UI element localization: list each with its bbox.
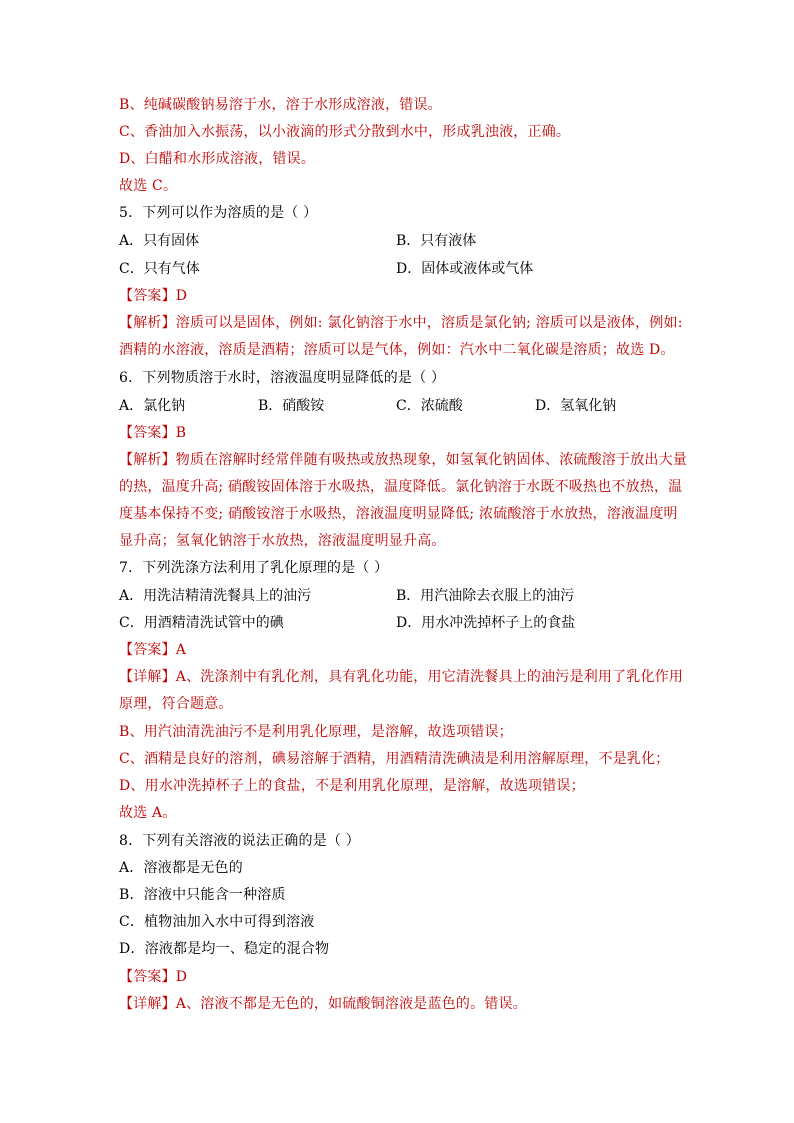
q7-stem: 7．下列洗涤方法利用了乳化原理的是（ ） bbox=[119, 560, 389, 576]
q8-option-d: D．溶液都是均一、稳定的混合物 bbox=[119, 941, 330, 957]
q8-answer: 【答案】D bbox=[119, 969, 188, 985]
q7-answer: 【答案】A bbox=[119, 642, 187, 658]
q7-detail-c: C、酒精是良好的溶剂，碘易溶解于酒精，用酒精清洗碘渍是利用溶解原理，不是乳化； bbox=[119, 751, 670, 767]
q7-option-d: D．用水冲洗掉杯子上的食盐 bbox=[396, 615, 576, 631]
q5-option-b: B．只有液体 bbox=[396, 233, 477, 249]
q8-option-c: C．植物油加入水中可得到溶液 bbox=[119, 914, 315, 930]
q6-analysis-1: 【解析】物质在溶解时经常伴随有吸热或放热现象，如氢氧化钠固体、浓硫酸溶于放出大量 bbox=[119, 452, 687, 468]
q7-detail-a1: 【详解】A、洗涤剂中有乳化剂，具有乳化功能，用它清洗餐具上的油污是利用了乳化作用 bbox=[119, 669, 684, 685]
q6-option-b: B．硝酸铵 bbox=[258, 398, 325, 414]
q7-detail-b: B、用汽油清洗油污不是利用乳化原理，是溶解，故选项错误； bbox=[119, 724, 513, 740]
q4-explain-d: D、白醋和水形成溶液，错误。 bbox=[119, 151, 316, 167]
q8-detail-a: 【详解】A、溶液不都是无色的，如硫酸铜溶液是蓝色的。错误。 bbox=[119, 996, 527, 1012]
q7-detail-a2: 原理，符合题意。 bbox=[119, 696, 233, 712]
q7-detail-d: D、用水冲洗掉杯子上的食盐，不是利用乳化原理，是溶解，故选项错误； bbox=[119, 778, 585, 794]
q5-option-c: C．只有气体 bbox=[119, 261, 200, 277]
q5-stem: 5．下列可以作为溶质的是（ ） bbox=[119, 205, 318, 221]
q6-option-d: D．氢氧化钠 bbox=[535, 398, 617, 414]
q6-analysis-4: 显升高；氢氧化钠溶于水放热，溶液温度明显升高。 bbox=[119, 533, 446, 549]
q6-option-a: A．氯化钠 bbox=[119, 398, 186, 414]
q8-option-b: B．溶液中只能含一种溶质 bbox=[119, 887, 286, 903]
q7-conclusion: 故选 A。 bbox=[119, 805, 177, 821]
q6-analysis-3: 度基本保持不变; 硝酸铵溶于水吸热，溶液温度明显降低; 浓硫酸溶于水放热，溶液温度明 bbox=[119, 506, 678, 522]
q4-explain-c: C、香油加入水振荡，以小液滴的形式分散到水中，形成乳浊液，正确。 bbox=[119, 124, 571, 140]
q8-option-a: A．溶液都是无色的 bbox=[119, 860, 243, 876]
q6-stem: 6．下列物质溶于水时，溶液温度明显降低的是（ ） bbox=[119, 370, 446, 386]
q4-explain-b: B、纯碱碳酸钠易溶于水，溶于水形成溶液，错误。 bbox=[119, 97, 442, 113]
q5-answer: 【答案】D bbox=[119, 288, 188, 304]
q5-analysis-1: 【解析】溶质可以是固体，例如: 氯化钠溶于水中，溶质是氯化钠; 溶质可以是液体，例如: bbox=[119, 315, 683, 331]
q8-stem: 8．下列有关溶液的说法正确的是（ ） bbox=[119, 833, 360, 849]
q6-analysis-2: 的热，温度升高; 硝酸铵固体溶于水吸热，温度降低。氯化钠溶于水既不吸热也不放热，温 bbox=[119, 479, 683, 495]
q6-option-c: C．浓硫酸 bbox=[396, 398, 463, 414]
q5-option-a: A．只有固体 bbox=[119, 233, 200, 249]
q5-analysis-2: 酒精的水溶液，溶质是酒精；溶质可以是气体，例如：汽水中二氧化碳是溶质；故选 D。 bbox=[119, 342, 675, 358]
q7-option-a: A．用洗洁精清洗餐具上的油污 bbox=[119, 588, 312, 604]
q5-option-d: D．固体或液体或气体 bbox=[396, 261, 534, 277]
q7-option-b: B．用汽油除去衣服上的油污 bbox=[396, 588, 575, 604]
q7-option-c: C．用酒精清洗试管中的碘 bbox=[119, 615, 284, 631]
q4-conclusion: 故选 C。 bbox=[119, 178, 178, 194]
q6-answer: 【答案】B bbox=[119, 425, 187, 441]
